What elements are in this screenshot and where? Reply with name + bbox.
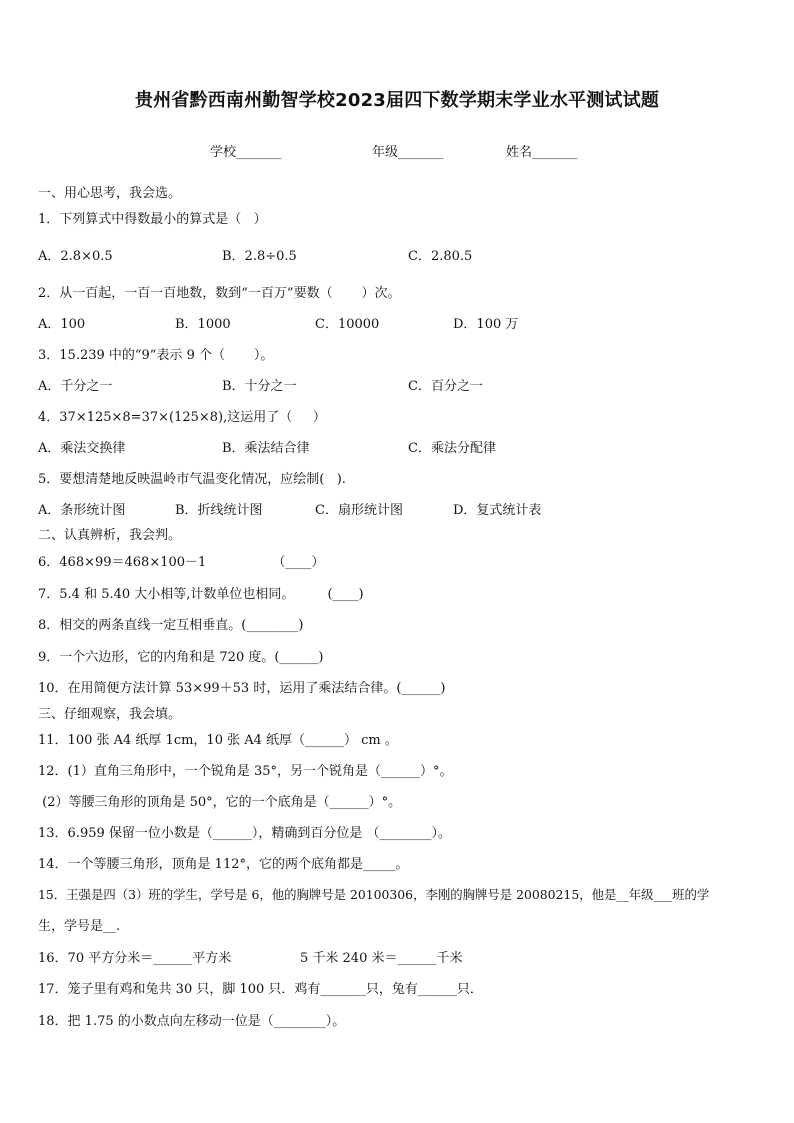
question-6: 6．468×99＝468×100－1 （____）	[38, 555, 325, 570]
question-3-option-b: B．十分之一	[222, 379, 297, 394]
question-15-line-2: 生，学号是__.	[38, 919, 121, 934]
question-11: 11．100 张 A4 纸厚 1cm，10 张 A4 纸厚（______） cm 。	[38, 733, 398, 748]
question-5-option-b: B．折线统计图	[175, 503, 263, 518]
section-heading-2: 二、认真辨析，我会判。	[38, 528, 182, 543]
school-field: 学校_______	[210, 145, 282, 160]
question-1-option-c: C．2.80.5	[408, 249, 473, 264]
question-8: 8．相交的两条直线一定互相垂直。(________)	[38, 618, 304, 633]
question-15-line-1: 15．王强是四（3）班的学生，学号是 6，他的胸牌号是 20100306，李刚的胸牌号是 20080215，他是__年级___班的学	[38, 887, 710, 902]
grade-field: 年级_______	[372, 145, 444, 160]
page-title: 贵州省黔西南州勤智学校2023届四下数学期末学业水平测试试题	[134, 90, 660, 111]
question-13: 13．6.959 保留一位小数是（______），精确到百分位是 （________）。	[38, 826, 452, 841]
question-3-option-a: A．千分之一	[38, 379, 113, 394]
question-1-option-a: A．2.8×0.5	[38, 249, 113, 264]
question-18: 18．把 1.75 的小数点向左移动一位是（________）。	[38, 1014, 346, 1029]
question-14: 14．一个等腰三角形，顶角是 112°，它的两个底角都是_____。	[38, 857, 409, 872]
question-12-part-2: (2）等腰三角形的顶角是 50°，它的一个底角是（______）°。	[38, 795, 402, 810]
question-5-option-c: C．扇形统计图	[315, 503, 403, 518]
question-4-option-c: C．乘法分配律	[408, 441, 496, 456]
question-2-option-c: C．10000	[315, 317, 380, 332]
question-5: 5．要想清楚地反映温岭市气温变化情况，应绘制( ).	[38, 472, 346, 487]
question-2-option-a: A．100	[38, 317, 86, 332]
question-3-option-c: C．百分之一	[408, 379, 483, 394]
question-4: 4．37×125×8=37×(125×8),这运用了（ ）	[38, 410, 326, 425]
question-1-option-b: B．2.8÷0.5	[222, 249, 297, 264]
question-4-option-a: A．乘法交换律	[38, 441, 126, 456]
question-1: 1．下列算式中得数最小的算式是（ ）	[38, 212, 267, 227]
section-heading-1: 一、用心思考，我会选。	[38, 186, 182, 201]
name-field: 姓名_______	[506, 145, 578, 160]
question-9: 9．一个六边形，它的内角和是 720 度。(______)	[38, 650, 324, 665]
question-12-part-1: 12．(1）直角三角形中，一个锐角是 35°，另一个锐角是（______）°。	[38, 764, 453, 779]
question-5-option-d: D．复式统计表	[453, 503, 542, 518]
question-3: 3．15.239 中的“9”表示 9 个（ ）。	[38, 348, 274, 363]
question-16-part-b: 5 千米 240 米＝______千米	[300, 951, 463, 966]
section-heading-3: 三、仔细观察，我会填。	[38, 707, 182, 722]
question-16-part-a: 16．70 平方分米＝______平方米	[38, 951, 232, 966]
question-4-option-b: B．乘法结合律	[222, 441, 310, 456]
question-2: 2．从一百起，一百一百地数，数到“一百万”要数（ ）次。	[38, 286, 401, 301]
question-10: 10．在用简便方法计算 53×99＋53 时，运用了乘法结合律。(______)	[38, 681, 446, 696]
question-5-option-a: A．条形统计图	[38, 503, 126, 518]
question-2-option-d: D．100 万	[453, 317, 519, 332]
question-7: 7．5.4 和 5.40 大小相等,计数单位也相同。 (____)	[38, 587, 364, 602]
question-2-option-b: B．1000	[175, 317, 231, 332]
question-17: 17．笼子里有鸡和兔共 30 只，脚 100 只．鸡有_______只，兔有______只．	[38, 982, 483, 997]
